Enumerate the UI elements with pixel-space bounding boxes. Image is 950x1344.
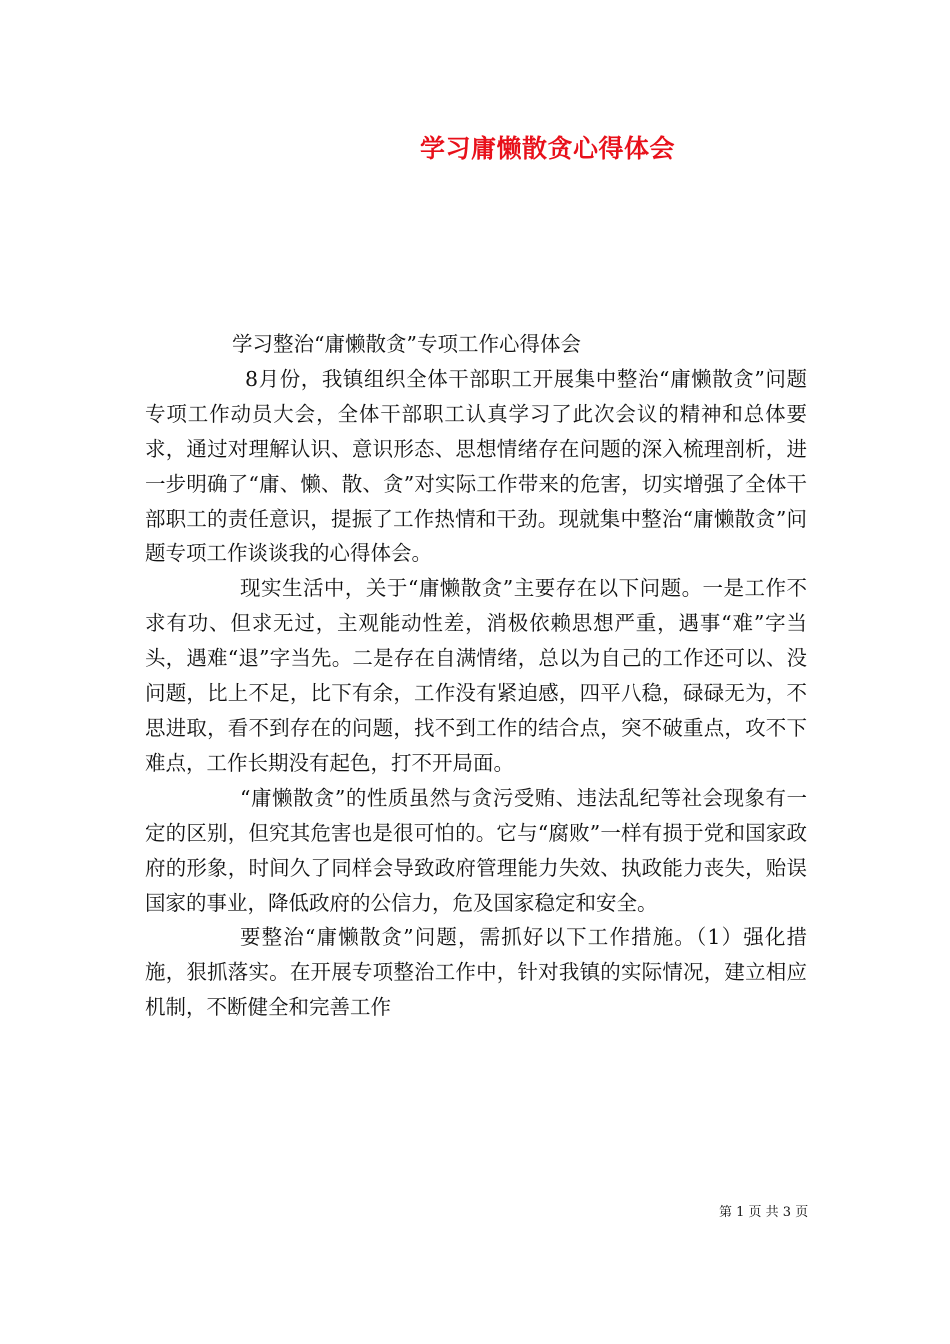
paragraph: 现实生活中，关于“庸懒散贪”主要存在以下问题。一是工作不求有功、但求无过，主观能动性差，消极依赖思想严重，遇事“难”字当头，遇难“退”字当先。二是存在自满情绪，总以为自己的工作还可以、没问题，比上不足，比下有余，工作没有紧迫感，四平八稳，碌碌无为，不思进取，看不到存在的问题，找不到工作的结合点，突不破重点，攻不下难点，工作长期没有起色，打不开局面。 [145,576,807,775]
paragraph: 8月份，我镇组织全体干部职工开展集中整治“庸懒散贪”问题专项工作动员大会，全体干部职工认真学习了此次会议的精神和总体要求，通过对理解认识、意识形态、思想情绪存在问题的深入梳理剖析，进一步明确了“庸、懒、散、贪”对实际工作带来的危害，切实增强了全体干部职工的责任意识，提振了工作热情和干劲。现就集中整治“庸懒散贪”问题专项工作谈谈我的心得体会。 [145,366,807,566]
document-body [145,327,807,1025]
paragraph: 要整治“庸懒散贪”问题，需抓好以下工作措施。（1）强化措施，狠抓落实。在开展专项整治工作中，针对我镇的实际情况，建立相应机制，不断健全和完善工作 [145,925,807,1020]
document-subtitle: 学习整治“庸懒散贪”专项工作心得体会 [232,332,581,356]
page-number: 第 1 页 共 3 页 [719,1205,809,1220]
document-title: 学习庸懒散贪心得体会 [420,134,676,163]
paragraph: “庸懒散贪”的性质虽然与贪污受贿、违法乱纪等社会现象有一定的区别，但究其危害也是很可怕的。它与“腐败”一样有损于党和国家政府的形象，时间久了同样会导致政府管理能力失效、执政能力丧失，贻误国家的事业，降低政府的公信力，危及国家稳定和安全。 [145,785,807,915]
